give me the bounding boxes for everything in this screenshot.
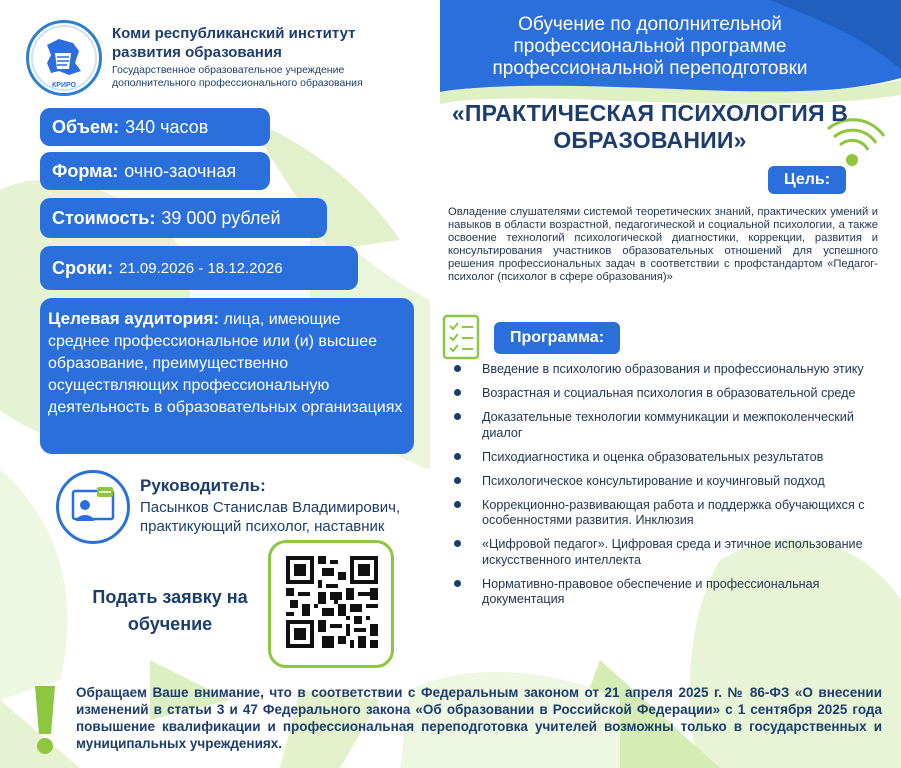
form-pill bbox=[40, 152, 270, 190]
apply-text: Подать заявку на обучение bbox=[92, 587, 248, 634]
program-item: Доказательные технологии коммуникации и межпоколенческий диалог bbox=[452, 410, 882, 441]
form-label: Форма: bbox=[52, 160, 119, 181]
notice-text: Обращаем Ваше внимание, что в соответствии с Федеральным законом от 21 апреля 2025 г. № 86-ФЗ «О внесении изменений в статьи 3 и 47 Федерального закона «Об образовании в Российской Федерации» с 1 сентября 2025 года повышение квалификации и профессиональная переподготовка учителей возможны только в государственных и муниципальных учреждениях. bbox=[76, 685, 882, 751]
org-name: Коми республиканский институт развития образования bbox=[112, 25, 356, 61]
logo-text: КРИРО bbox=[52, 82, 76, 89]
cost-label: Стоимость: bbox=[52, 207, 156, 228]
checklist-icon bbox=[440, 314, 490, 360]
program-item: Коррекционно-развивающая работа и поддержка обучающихся с особенностями развития. Инклюзия bbox=[452, 498, 882, 529]
qr-code[interactable] bbox=[286, 556, 378, 648]
goal-text: Овладение слушателями системой теоретических знаний, практических умений и навыков в области возрастной, педагогической и социальной психологии, а также освоение технологий психологической диагностики, коррекции, развития и консультирования участников образовательных отношений для успешного решения профессиональных задач в соответствии с профстандартом «Педагог-психолог (психолог в сфере образования)» bbox=[448, 206, 878, 283]
audience-label: Целевая аудитория: bbox=[48, 309, 220, 328]
banner-text: Обучение по дополнительной профессиональной программе профессиональной переподготовки bbox=[492, 14, 808, 79]
volume-pill bbox=[40, 108, 270, 146]
logo-emblem bbox=[26, 20, 102, 96]
volume-label: Объем: bbox=[52, 116, 120, 137]
goal-badge: Цель: bbox=[768, 166, 846, 194]
program-item: Психодиагностика и оценка образовательных результатов bbox=[452, 450, 882, 466]
dates-label: Сроки: bbox=[52, 257, 114, 278]
dates-value: 21.09.2026 - 18.12.2026 bbox=[119, 259, 283, 277]
program-item: Психологическое консультирование и коучинговый подход bbox=[452, 474, 882, 490]
volume-value: 340 часов bbox=[125, 116, 209, 137]
dates-pill bbox=[40, 246, 358, 290]
program-item: «Цифровой педагог». Цифровая среда и этичное использование искусственного интеллекта bbox=[452, 537, 882, 568]
presenter-icon bbox=[56, 470, 130, 544]
exclamation-icon bbox=[30, 684, 60, 756]
cost-pill bbox=[40, 198, 327, 238]
program-item: Введение в психологию образования и профессиональную этику bbox=[452, 362, 882, 378]
form-value: очно-заочная bbox=[124, 160, 237, 181]
leader-title: Руководитель: bbox=[140, 476, 266, 495]
program-list bbox=[452, 362, 882, 616]
cost-value: 39 000 рублей bbox=[161, 207, 281, 228]
org-subtitle: Государственное образовательное учреждение дополнительного профессионального образования bbox=[112, 64, 363, 89]
program-badge: Программа: bbox=[494, 322, 620, 354]
leader-text: Пасынков Станислав Владимирович, практикующий психолог, наставник bbox=[140, 499, 401, 535]
program-item: Возрастная и социальная психология в образовательной среде bbox=[452, 386, 882, 402]
audience-box bbox=[40, 298, 414, 454]
program-item: Нормативно-правовое обеспечение и профессиональная документация bbox=[452, 577, 882, 608]
audience-value: лица, имеющие среднее профессиональное или (и) высшее образование, преимущественно осуществляющих профессиональную деятельность в образовательных организациях bbox=[48, 311, 403, 416]
program-title: «ПРАКТИЧЕСКАЯ ПСИХОЛОГИЯ В ОБРАЗОВАНИИ» bbox=[451, 100, 849, 153]
